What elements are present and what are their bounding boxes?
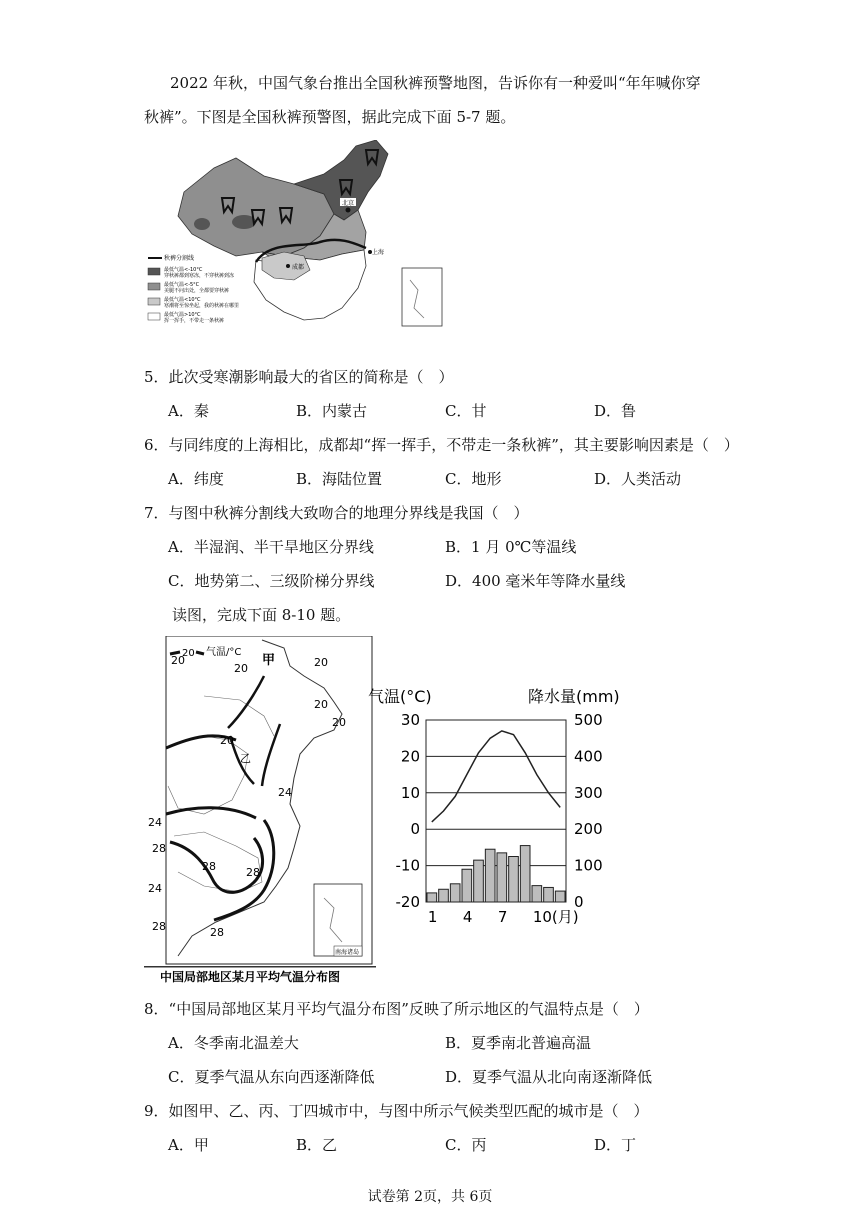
iso-label: 20 bbox=[332, 716, 346, 729]
shanghai-label: 上海 bbox=[372, 249, 385, 256]
map2-legend-value: 20 bbox=[182, 648, 195, 659]
legend-line-label: 秋裤分割线 bbox=[164, 255, 195, 262]
q8-option-a[interactable]: A．冬季南北温差大 bbox=[168, 1034, 299, 1052]
svg-text:美腿不问出处，全都要穿秋裤: 美腿不问出处，全都要穿秋裤 bbox=[164, 288, 230, 294]
chengdu-marker bbox=[286, 264, 290, 268]
qiuku-warning-map bbox=[144, 140, 448, 332]
legend-item bbox=[148, 311, 224, 324]
svg-text:最低气温<-10°C: 最低气温<-10°C bbox=[164, 267, 203, 273]
intro-line-1: 2022 年秋，中国气象台推出全国秋裤预警地图，告诉你有一种爱叫“年年喊你穿 bbox=[170, 74, 701, 92]
question-6-stem: 6．与同纬度的上海相比，成都却“挥一挥手，不带走一条秋裤”，其主要影响因素是（ ） bbox=[144, 436, 739, 454]
y-left-tick: -10 bbox=[395, 856, 420, 875]
q8-option-d[interactable]: D．夏季气温从北向南逐渐降低 bbox=[445, 1068, 653, 1086]
y-left-tick: 20 bbox=[400, 747, 420, 766]
q9-option-c[interactable]: C．丙 bbox=[445, 1136, 487, 1154]
beijing-label: 北京 bbox=[342, 200, 355, 207]
svg-text:挥一挥手，不带走一条秋裤: 挥一挥手，不带走一条秋裤 bbox=[164, 318, 225, 324]
temperature-distribution-map bbox=[144, 636, 376, 986]
intro-2: 读图，完成下面 8-10 题。 bbox=[172, 606, 351, 624]
legend-item bbox=[148, 281, 229, 294]
y-left-label: 气温(°C) bbox=[368, 687, 432, 706]
map2-caption: 中国局部地区某月平均气温分布图 bbox=[160, 970, 341, 984]
china-west-region bbox=[178, 158, 334, 256]
y-right-tick: 100 bbox=[574, 856, 603, 875]
city-yi-label: 乙 bbox=[240, 752, 251, 765]
iso-label: 20 bbox=[220, 734, 234, 747]
x-tick: 10(月) bbox=[532, 908, 579, 926]
q9-option-d[interactable]: D．丁 bbox=[594, 1136, 637, 1154]
q6-option-c[interactable]: C．地形 bbox=[445, 470, 502, 488]
question-5-stem: 5．此次受寒潮影响最大的省区的简称是（ ） bbox=[144, 368, 454, 386]
tibet-dark-patch bbox=[194, 218, 210, 230]
q5-option-a[interactable]: A．秦 bbox=[168, 402, 209, 420]
q7-option-d[interactable]: D．400 毫米年等降水量线 bbox=[445, 572, 626, 590]
south-sea-inset bbox=[402, 268, 442, 326]
x-tick: 1 bbox=[427, 908, 438, 926]
iso-label: 28 bbox=[210, 926, 224, 939]
y-left-tick: -20 bbox=[395, 893, 420, 911]
iso-label: 24 bbox=[148, 816, 162, 829]
q5-option-c[interactable]: C．甘 bbox=[445, 402, 487, 420]
city-jia-label: 甲 bbox=[262, 653, 276, 668]
precipitation-bar bbox=[509, 857, 519, 903]
svg-text:最低气温<-5°C: 最低气温<-5°C bbox=[164, 282, 200, 288]
beijing-marker bbox=[346, 208, 351, 213]
q6-option-a[interactable]: A．纬度 bbox=[168, 470, 224, 488]
iso-label: 20 bbox=[234, 662, 248, 675]
svg-text:穿秋裤都到寒冻，不穿秋裤到冻: 穿秋裤都到寒冻，不穿秋裤到冻 bbox=[164, 273, 235, 279]
q7-option-a[interactable]: A．半湿润、半干旱地区分界线 bbox=[168, 538, 374, 556]
page-footer: 试卷第 2页，共 6页 bbox=[367, 1189, 493, 1205]
legend-item bbox=[148, 296, 239, 309]
precipitation-bar bbox=[520, 846, 530, 902]
precipitation-bar bbox=[544, 887, 554, 902]
svg-text:最低气温<10°C: 最低气温<10°C bbox=[164, 297, 201, 303]
q6-option-d[interactable]: D．人类活动 bbox=[594, 470, 682, 488]
q6-option-b[interactable]: B．海陆位置 bbox=[296, 470, 383, 488]
iso-label: 28 bbox=[202, 860, 216, 873]
precipitation-bar bbox=[485, 849, 495, 902]
chengdu-label: 成都 bbox=[292, 264, 305, 271]
svg-text:最低气温>10°C: 最低气温>10°C bbox=[164, 312, 201, 318]
iso-label: 28 bbox=[152, 842, 166, 855]
precipitation-bar bbox=[462, 869, 472, 902]
legend-item bbox=[148, 266, 235, 279]
question-8-stem: 8．“中国局部地区某月平均气温分布图”反映了所示地区的气温特点是（ ） bbox=[144, 1000, 649, 1018]
q8-option-b[interactable]: B．夏季南北普遍高温 bbox=[445, 1034, 592, 1052]
y-left-tick: 10 bbox=[400, 783, 420, 802]
map1-legend bbox=[148, 254, 239, 324]
plot-frame bbox=[426, 720, 566, 902]
intro-line-2: 秋裤”。下图是全国秋裤预警图，据此完成下面 5-7 题。 bbox=[144, 108, 516, 126]
iso-label: 24 bbox=[148, 882, 162, 895]
climate-chart bbox=[364, 680, 624, 930]
x-tick: 7 bbox=[497, 908, 508, 926]
precipitation-bar bbox=[474, 860, 484, 902]
iso-label: 28 bbox=[152, 920, 166, 933]
q5-option-b[interactable]: B．内蒙古 bbox=[296, 402, 368, 420]
precipitation-bar bbox=[427, 893, 437, 902]
precipitation-bar bbox=[497, 853, 507, 902]
x-tick: 4 bbox=[462, 908, 473, 926]
iso-label: 28 bbox=[246, 866, 260, 879]
question-9-stem: 9．如图甲、乙、丙、丁四城市中，与图中所示气候类型匹配的城市是（ ） bbox=[144, 1102, 649, 1120]
y-left-tick: 30 bbox=[400, 711, 420, 729]
y-right-tick: 400 bbox=[574, 747, 603, 766]
y-right-tick: 200 bbox=[574, 820, 603, 839]
svg-text:寒潮将至惊坐起，我的秋裤在哪里: 寒潮将至惊坐起，我的秋裤在哪里 bbox=[164, 303, 240, 309]
precipitation-bar bbox=[532, 886, 542, 902]
precipitation-bar bbox=[555, 891, 565, 902]
y-right-tick: 300 bbox=[574, 783, 603, 802]
q7-option-c[interactable]: C．地势第二、三级阶梯分界线 bbox=[168, 572, 375, 590]
precipitation-bar bbox=[439, 889, 449, 902]
y-right-tick: 500 bbox=[574, 711, 603, 729]
q9-option-b[interactable]: B．乙 bbox=[296, 1136, 338, 1154]
q8-option-c[interactable]: C．夏季气温从东向西逐渐降低 bbox=[168, 1068, 375, 1086]
iso-label: 20 bbox=[171, 654, 185, 667]
precipitation-bar bbox=[450, 884, 460, 902]
question-7-stem: 7．与图中秋裤分割线大致吻合的地理分界线是我国（ ） bbox=[144, 504, 529, 522]
temperature-line bbox=[432, 731, 560, 822]
inset-label: 南海诸岛 bbox=[335, 949, 360, 956]
iso-label: 24 bbox=[278, 786, 292, 799]
map2-legend-label: 气温/°C bbox=[206, 647, 242, 658]
y-left-tick: 0 bbox=[410, 820, 420, 839]
south-sea-inset bbox=[314, 884, 362, 956]
q5-option-d[interactable]: D．鲁 bbox=[594, 402, 637, 420]
iso-label: 20 bbox=[314, 698, 328, 711]
y-right-tick: 0 bbox=[574, 893, 584, 911]
q7-option-b[interactable]: B．1 月 0℃等温线 bbox=[445, 538, 577, 556]
iso-label: 20 bbox=[314, 656, 328, 669]
q9-option-a[interactable]: A．甲 bbox=[168, 1136, 209, 1154]
y-right-label: 降水量(mm) bbox=[528, 687, 620, 706]
